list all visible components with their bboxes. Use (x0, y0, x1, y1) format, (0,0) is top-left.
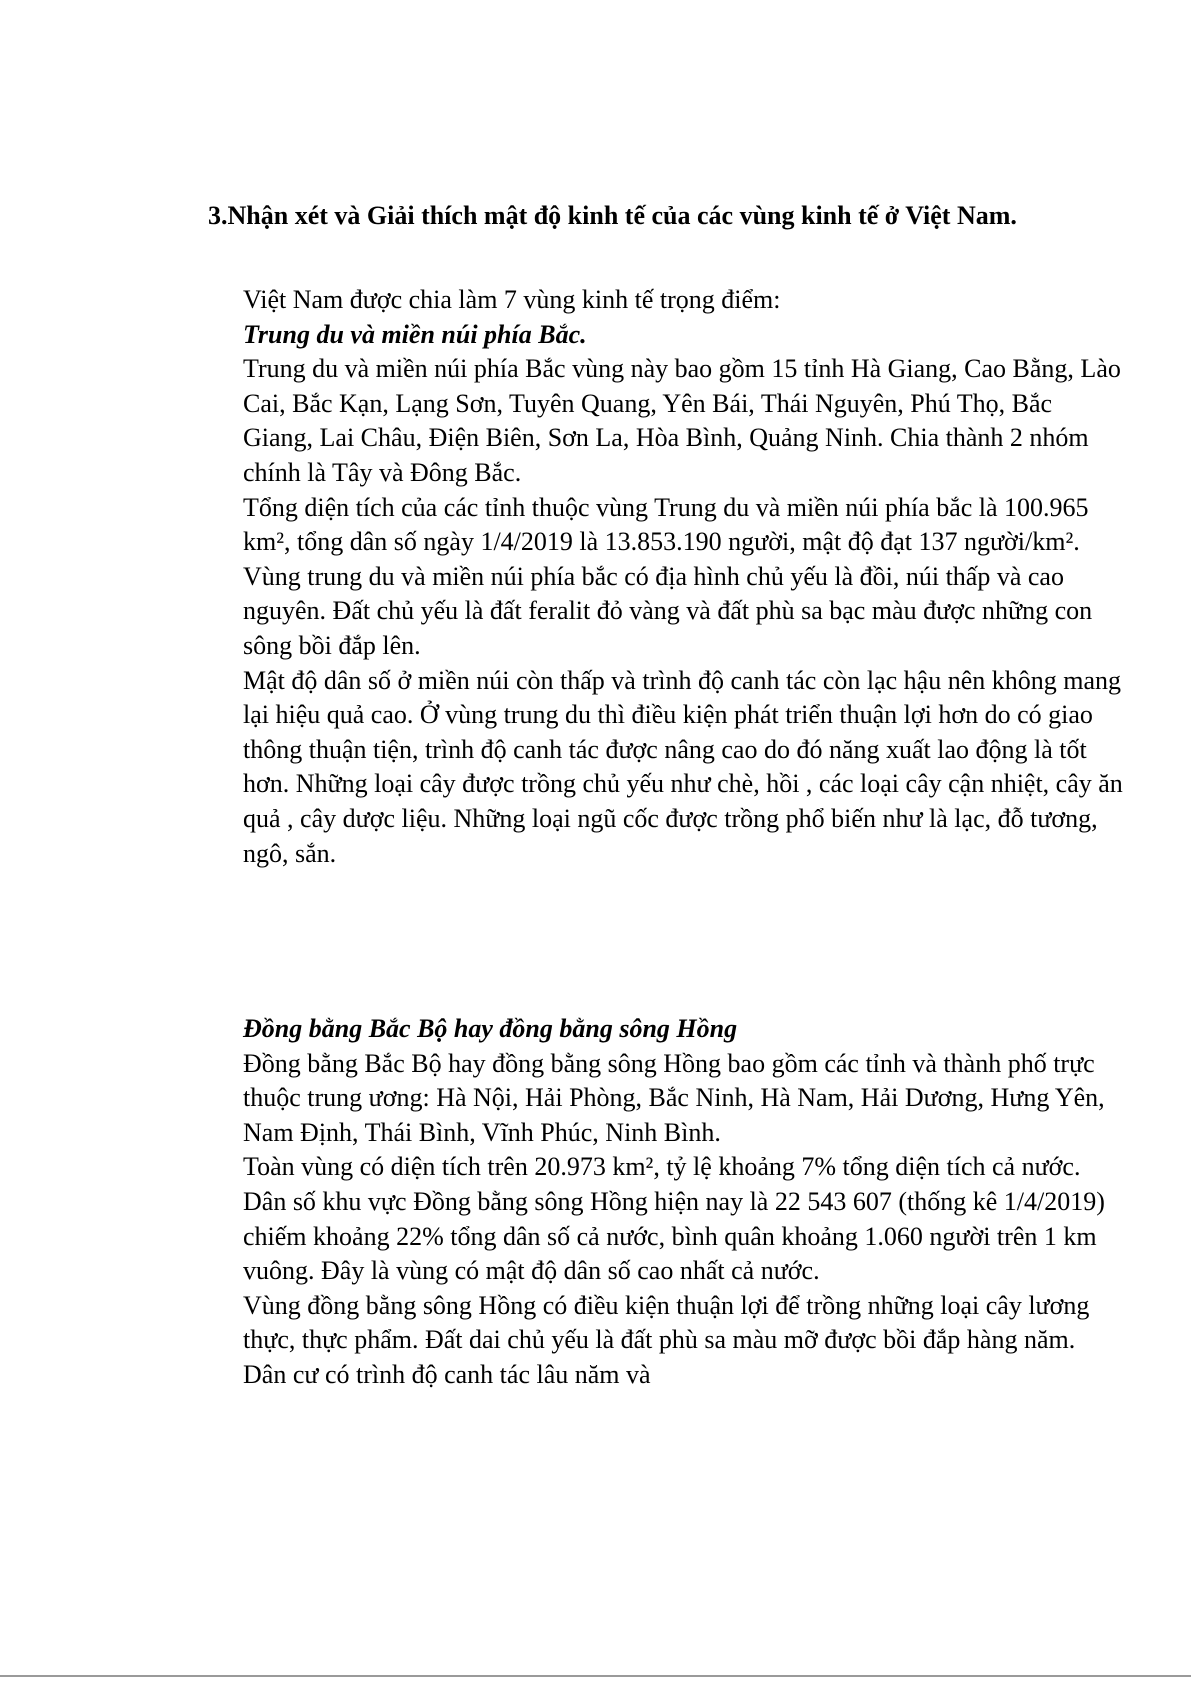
paragraph-agriculture: Vùng đồng bằng sông Hồng có điều kiện thuận lợi để trồng những loại cây lương thực, thực phẩm. Đất dai chủ yếu là đất phù sa màu mỡ được bồi đắp hàng năm. Dân cư có trình độ canh tác lâu năm và (243, 1290, 1090, 1389)
page-heading: 3.Nhận xét và Giải thích mật độ kinh tế của các vùng kinh tế ở Việt Nam. (208, 201, 1017, 230)
section-title-red-river-delta: Đồng bằng Bắc Bộ hay đồng bằng sông Hồng (243, 1014, 738, 1043)
paragraph-area-population: Tổng diện tích của các tỉnh thuộc vùng Trung du và miền núi phía bắc là 100.965 km², tổng dân số ngày 1/4/2019 là 13.853.190 người, mật độ đạt 137 người/km². (243, 492, 1089, 557)
region-section-red-river-delta (243, 1012, 1123, 1393)
page-bottom-rule (0, 1675, 1191, 1677)
intro-line: Việt Nam được chia làm 7 vùng kinh tế trọng điểm: (243, 285, 781, 314)
paragraph-provinces: Đồng bằng Bắc Bộ hay đồng bằng sông Hồng bao gồm các tỉnh và thành phố trực thuộc trung ương: Hà Nội, Hải Phòng, Bắc Ninh, Hà Nam, Hải Dương, Hưng Yên, Nam Định, Thái Bình, Vĩnh Phúc, Ninh Bình. (243, 1048, 1105, 1147)
paragraph-area: Toàn vùng có diện tích trên 20.973 km², tỷ lệ khoảng 7% tổng diện tích cả nước. (243, 1152, 1081, 1182)
paragraph-terrain: Vùng trung du và miền núi phía bắc có địa hình chủ yếu là đồi, núi thấp và cao nguyên. Đất chủ yếu là đất feralit đỏ vàng và đất phù sa bạc màu được những con sông bồi đắp lên. (243, 561, 1093, 660)
paragraph-provinces: Trung du và miền núi phía Bắc vùng này bao gồm 15 tỉnh Hà Giang, Cao Bằng, Lào Cai, Bắc Kạn, Lạng Sơn, Tuyên Quang, Yên Bái, Thái Nguyên, Phú Thọ, Bắc Giang, Lai Châu, Điện Biên, Sơn La, Hòa Bình, Quảng Ninh. Chia thành 2 nhóm chính là Tây và Đông Bắc. (243, 354, 1121, 487)
region-section-northern-midlands (243, 283, 1123, 871)
section-title-northern-midlands: Trung du và miền núi phía Bắc. (243, 319, 587, 349)
paragraph-population: Dân số khu vực Đồng bằng sông Hồng hiện nay là 22 543 607 (thống kê 1/4/2019) chiếm khoảng 22% tổng dân số cả nước, bình quân khoảng 1.060 người trên 1 km vuông. Đây là vùng có mật độ dân số cao nhất cả nước. (243, 1186, 1105, 1286)
paragraph-agriculture: Mật độ dân số ở miền núi còn thấp và trình độ canh tác còn lạc hậu nên không mang lại hiệu quả cao. Ở vùng trung du thì điều kiện phát triển thuận lợi hơn do có giao thông thuận tiện, trình độ canh tác được nâng cao do đó năng xuất lao động là tốt hơn. Những loại cây được trồng chủ yếu như chè, hồi , các loại cây cận nhiệt, cây ăn quả , cây dược liệu. Những loại ngũ cốc được trồng phổ biến như là lạc, đỗ tương, ngô, sắn. (243, 665, 1123, 868)
